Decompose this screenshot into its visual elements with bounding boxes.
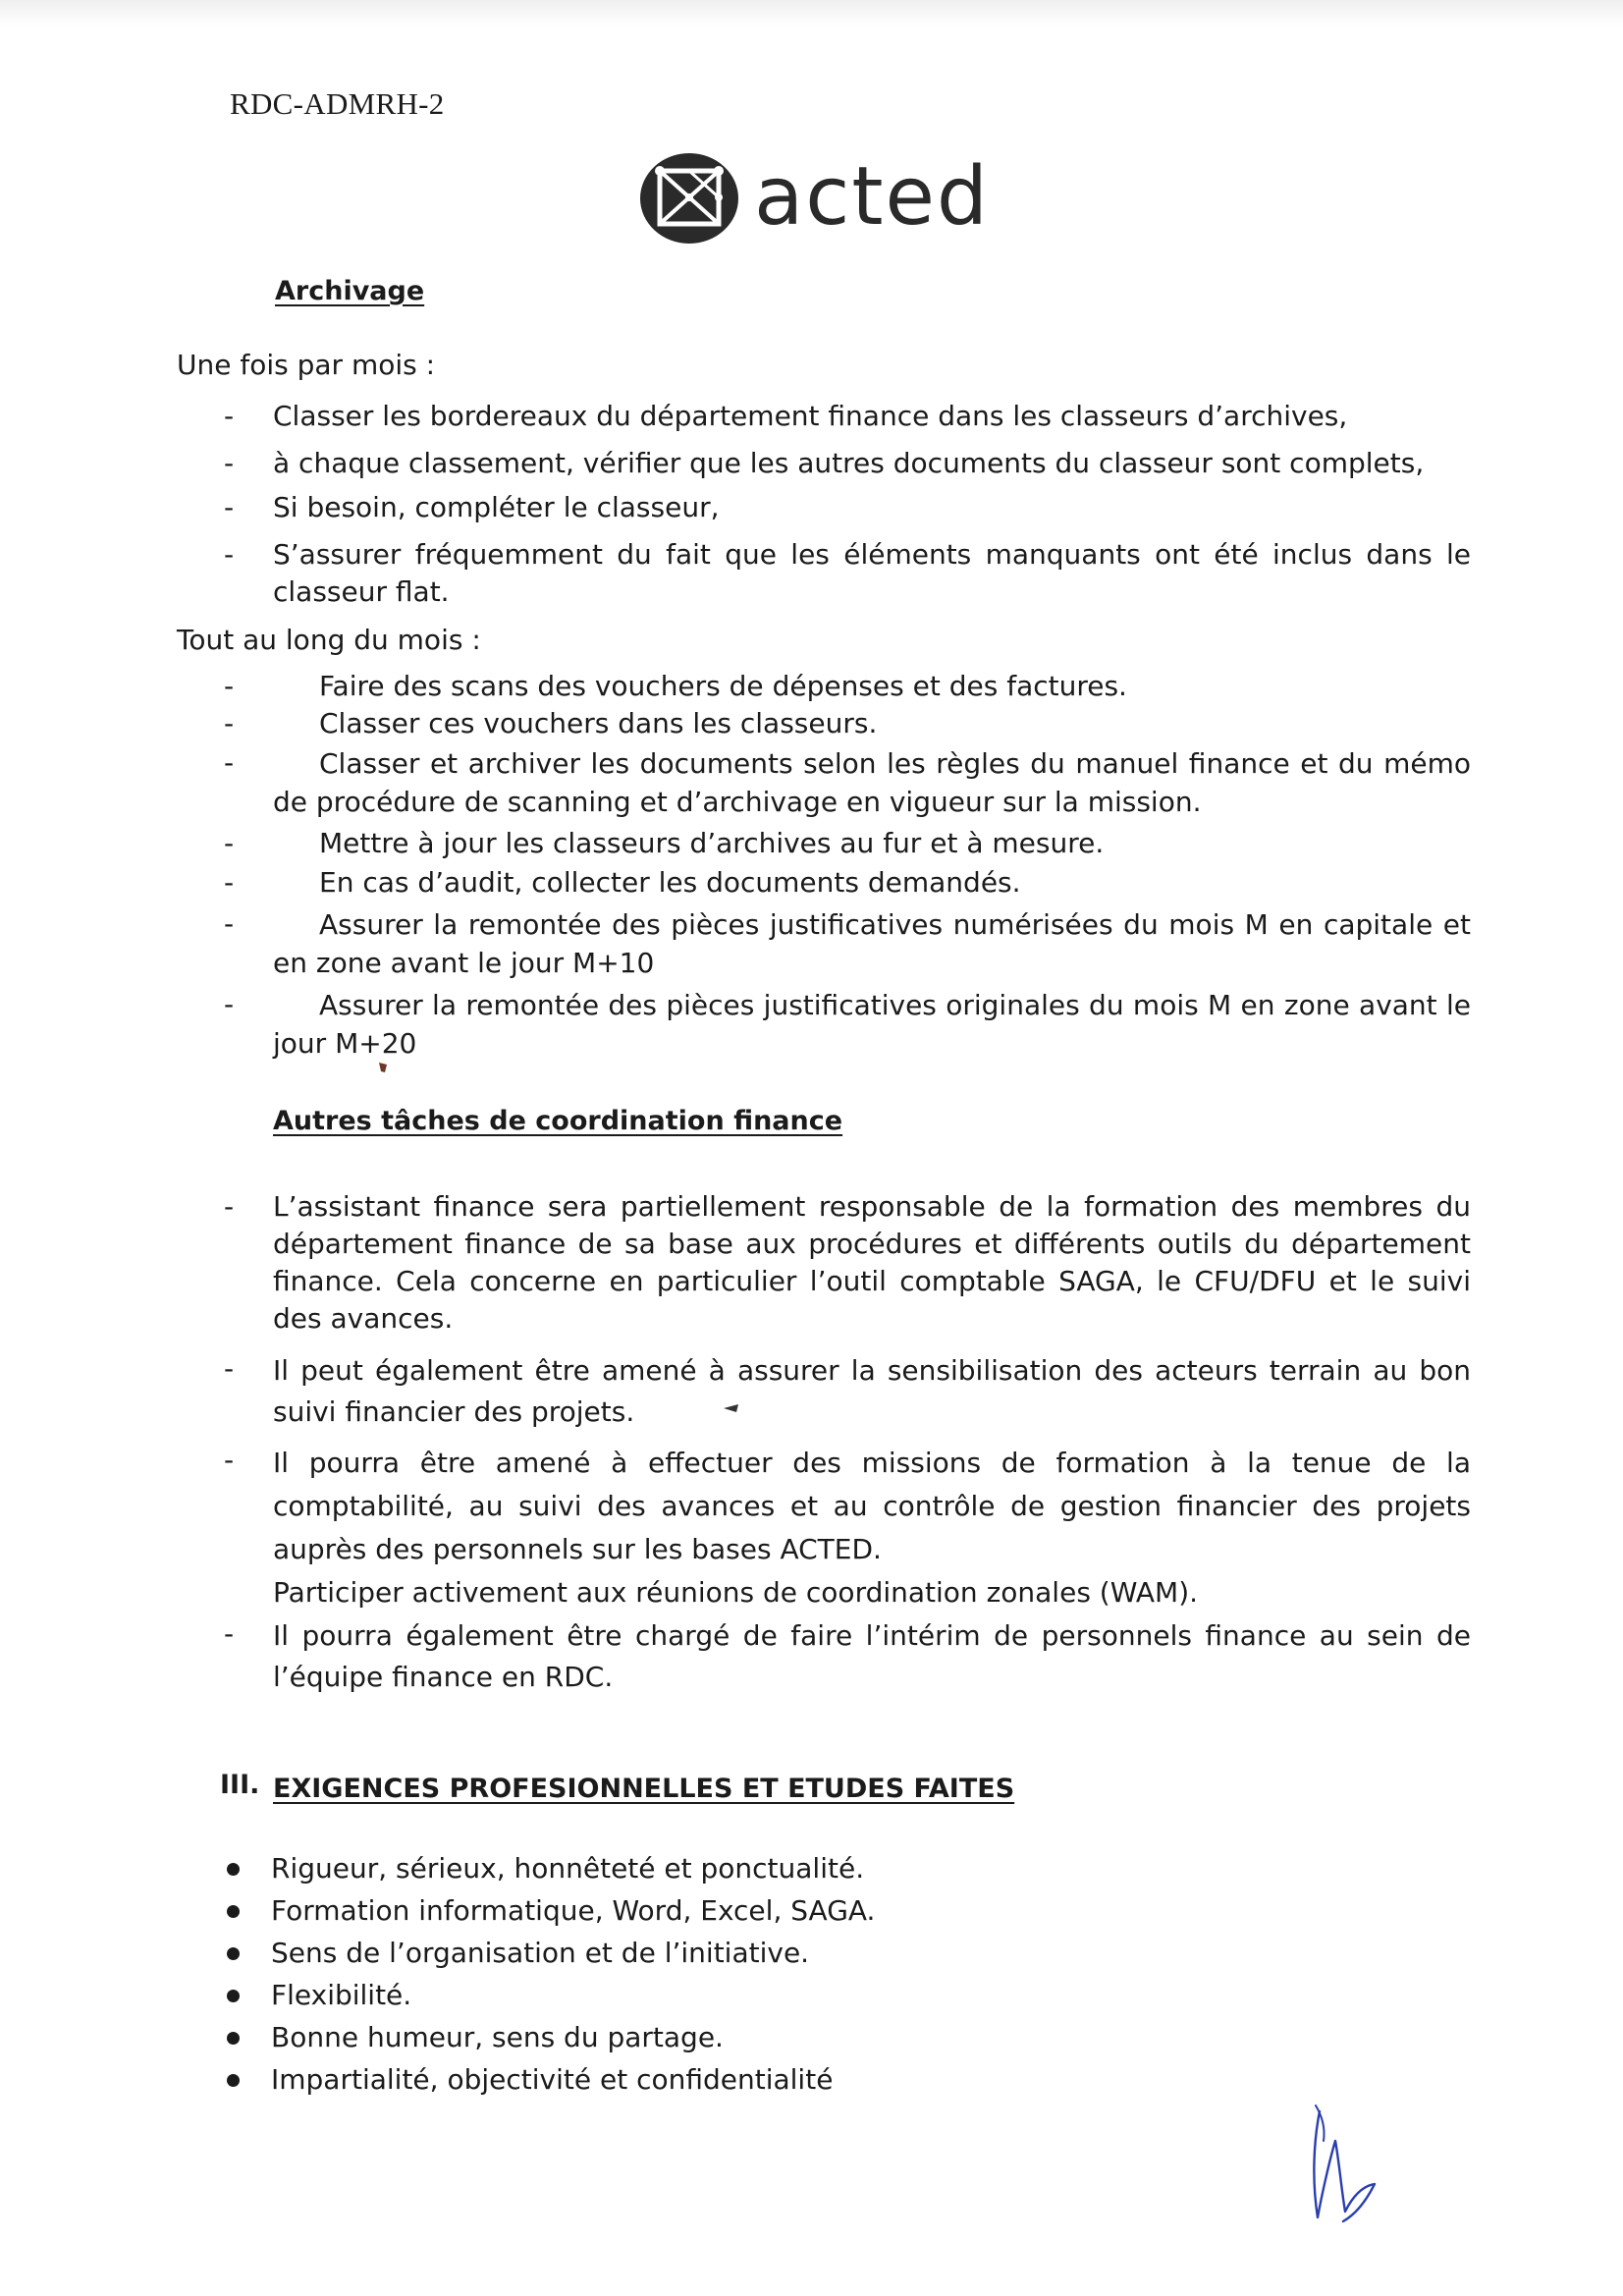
list-dash: - bbox=[224, 1352, 235, 1385]
scan-edge bbox=[0, 0, 1623, 26]
list-item: à chaque classement, vérifier que les autres documents du classeur sont complets, bbox=[273, 447, 1425, 479]
list-item: Assurer la remontée des pièces justificatives numérisées du mois M en capitale et en zone avant le jour M+10 bbox=[273, 908, 1471, 979]
section-title-exigences: EXIGENCES PROFESIONNELLES ET ETUDES FAITES bbox=[273, 1774, 1015, 1804]
ink-speck bbox=[377, 1061, 389, 1074]
list-item: Il peut également être amené à assurer la sensibilisation des acteurs terrain au bon suivi financier des projets. bbox=[273, 1354, 1471, 1428]
list-item: Il pourra également être chargé de faire l’intérim de personnels finance au sein de l’équipe finance en RDC. bbox=[273, 1619, 1471, 1693]
list-dash: - bbox=[224, 907, 235, 940]
list-dash: - bbox=[224, 447, 235, 479]
list-dash: - bbox=[224, 491, 235, 523]
list-dash: - bbox=[224, 988, 235, 1020]
list-item: Classer ces vouchers dans les classeurs. bbox=[319, 707, 878, 739]
ongoing-intro: Tout au long du mois : bbox=[177, 624, 481, 656]
bullet-icon bbox=[227, 1863, 240, 1876]
list-item: S’assurer fréquemment du fait que les éléments manquants ont été inclus dans le classeur flat. bbox=[273, 538, 1471, 608]
list-item: Assurer la remontée des pièces justificatives originales du mois M en zone avant le jour M+20 bbox=[273, 989, 1471, 1060]
bullet-icon bbox=[227, 1990, 240, 2002]
list-item: Rigueur, sérieux, honnêteté et ponctualité. bbox=[271, 1852, 865, 1885]
list-dash: - bbox=[224, 538, 235, 571]
list-dash: - bbox=[224, 1617, 235, 1650]
list-item: Classer les bordereaux du département finance dans les classeurs d’archives, bbox=[273, 400, 1348, 432]
acted-logo-icon bbox=[638, 151, 744, 246]
bullet-icon bbox=[227, 2074, 240, 2087]
list-dash: - bbox=[224, 400, 235, 432]
list-item: L’assistant finance sera partiellement responsable de la formation des membres du département finance de sa base aux procédures et différents outils du département finance. Cela concerne en particulier l’outil comptable SAGA, le CFU/DFU et le suivi des avances. bbox=[273, 1190, 1471, 1335]
bullet-icon bbox=[227, 1947, 240, 1960]
section-title-autres: Autres tâches de coordination finance bbox=[273, 1106, 843, 1136]
list-item: Sens de l’organisation et de l’initiative. bbox=[271, 1937, 810, 1969]
list-item: Mettre à jour les classeurs d’archives au fur et à mesure. bbox=[319, 827, 1105, 859]
section-number: III. bbox=[220, 1770, 260, 1800]
list-item: Flexibilité. bbox=[271, 1979, 412, 2011]
bullet-icon bbox=[227, 2032, 240, 2045]
list-item: Impartialité, objectivité et confidentialité bbox=[271, 2063, 834, 2096]
list-dash: - bbox=[224, 707, 235, 739]
list-item: En cas d’audit, collecter les documents demandés. bbox=[319, 866, 1021, 899]
list-item: Formation informatique, Word, Excel, SAGA. bbox=[271, 1894, 876, 1927]
list-item: Si besoin, compléter le classeur, bbox=[273, 491, 720, 523]
list-item: Classer et archiver les documents selon les règles du manuel finance et du mémo de procédure de scanning et d’archivage en vigueur sur la mission. bbox=[273, 747, 1471, 818]
section-title-archivage: Archivage bbox=[275, 276, 425, 306]
list-dash: - bbox=[224, 670, 235, 702]
bullet-icon bbox=[227, 1905, 240, 1918]
list-dash: - bbox=[224, 746, 235, 779]
list-dash: - bbox=[224, 1190, 235, 1223]
list-item: Faire des scans des vouchers de dépenses et des factures. bbox=[319, 670, 1127, 702]
logo-text: acted bbox=[754, 150, 990, 244]
list-item: Participer activement aux réunions de coordination zonales (WAM). bbox=[273, 1576, 1199, 1609]
monthly-intro: Une fois par mois : bbox=[177, 349, 436, 381]
acted-logo bbox=[638, 151, 1031, 246]
handwritten-initials bbox=[1306, 2102, 1384, 2229]
list-dash: - bbox=[224, 866, 235, 899]
list-item: Il pourra être amené à effectuer des missions de formation à la tenue de la comptabilité, au suivi des avances et au contrôle de gestion financier des projets auprès des personnels sur les bases ACTED. bbox=[273, 1447, 1471, 1565]
list-item: Bonne humeur, sens du partage. bbox=[271, 2021, 724, 2053]
list-dash: - bbox=[224, 1444, 235, 1476]
ink-speck bbox=[723, 1402, 740, 1414]
list-dash: - bbox=[224, 827, 235, 859]
document-reference: RDC-ADMRH-2 bbox=[230, 86, 445, 121]
